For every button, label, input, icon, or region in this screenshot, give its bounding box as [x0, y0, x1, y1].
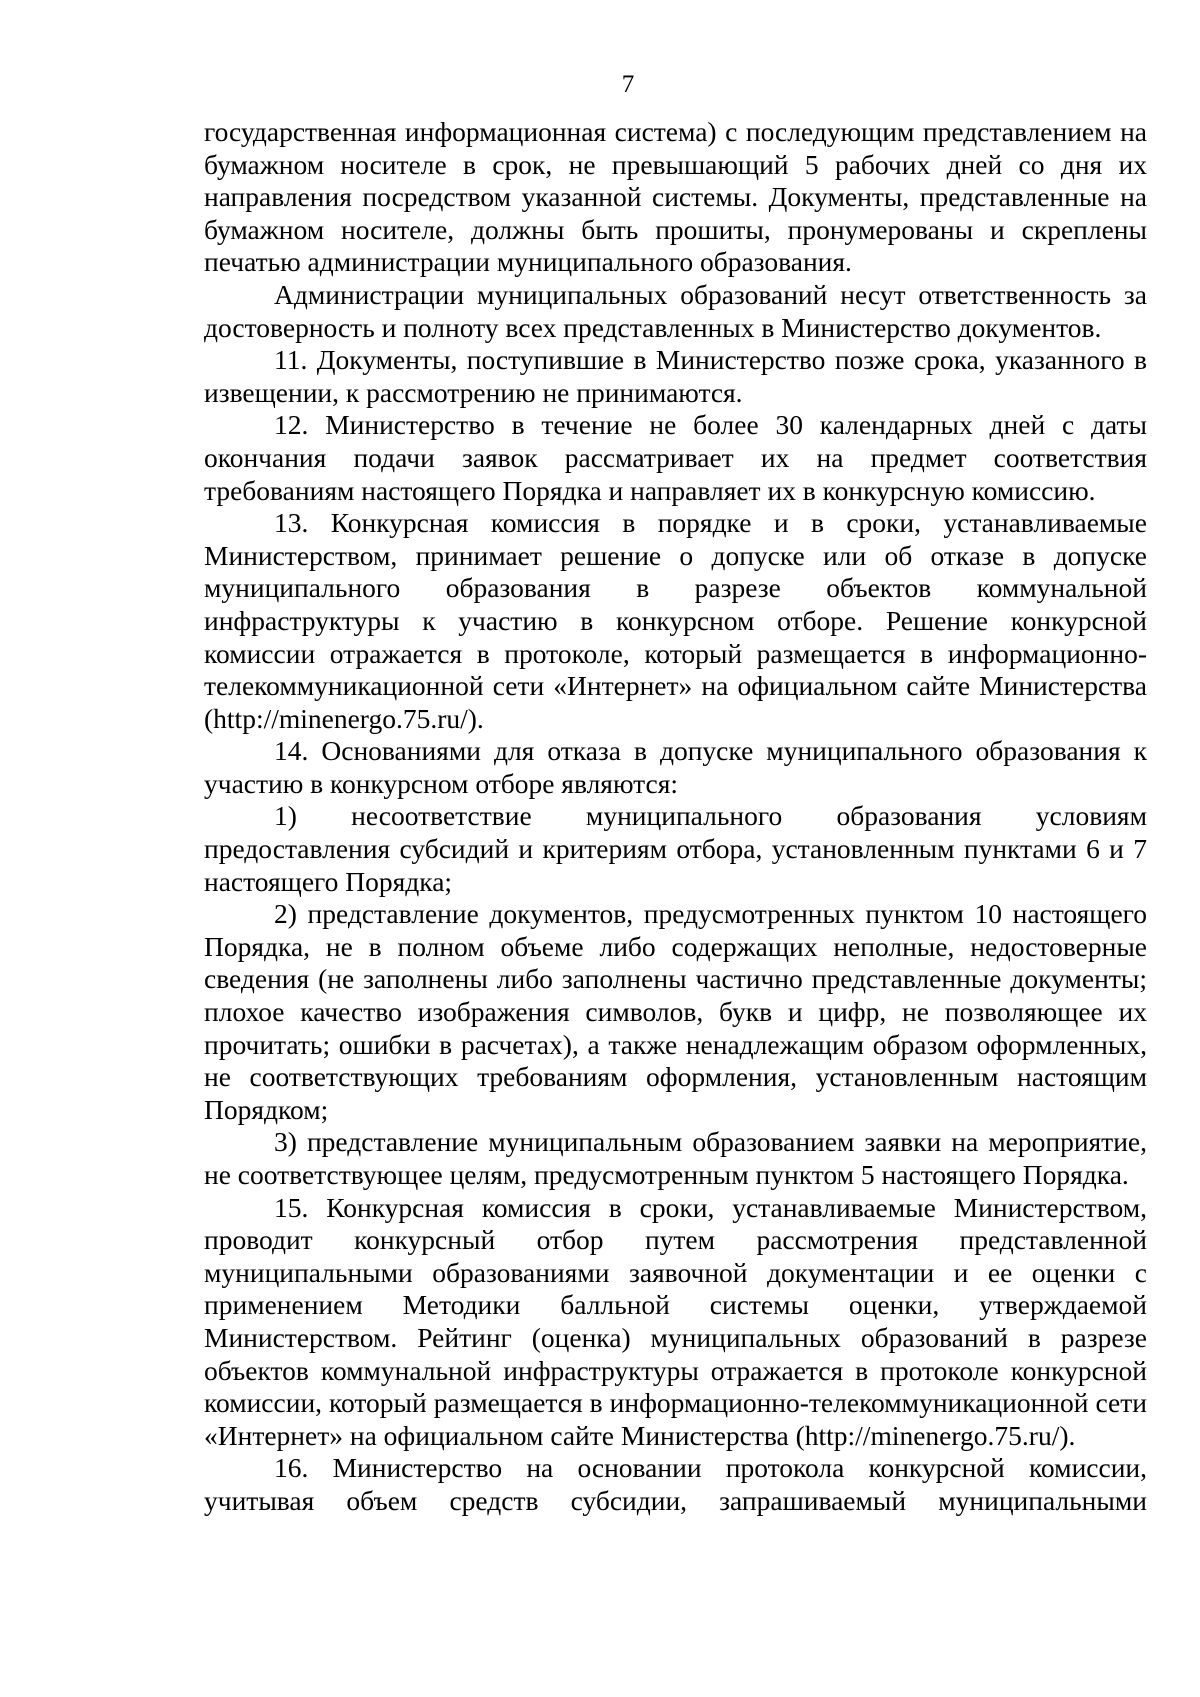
paragraph-item-14-subitem-1: 1) несоответствие муниципального образования условиям предоставления субсидий и критериям отбора, установленным пунктами 6 и 7 настоящего Порядка;: [204, 800, 1147, 897]
paragraph-item-14-subitem-2: 2) представление документов, предусмотренных пунктом 10 настоящего Порядка, не в полном объеме либо содержащих неполные, недостоверные сведения (не заполнены либо заполнены частично представленные документы; плохое качество изображения символов, букв и цифр, не позволяющее их прочитать; ошибки в расчетах), а также ненадлежащим образом оформленных, не соответствующих требованиям оформления, установленным настоящим Порядком;: [204, 898, 1147, 1125]
paragraph-item-12: 12. Министерство в течение не более 30 календарных дней с даты окончания подачи заявок рассматривает их на предмет соответствия требованиям настоящего Порядка и направляет их в конкурсную комиссию.: [204, 409, 1147, 506]
paragraph-item-11: 11. Документы, поступившие в Министерство позже срока, указанного в извещении, к рассмотрению не принимаются.: [204, 344, 1147, 408]
document-body: [204, 116, 1147, 1518]
page-number: 7: [621, 71, 635, 98]
paragraph-item-16: 16. Министерство на основании протокола конкурсной комиссии, учитывая объем средств субсидии, запрашиваемый муниципальными: [204, 1452, 1147, 1516]
paragraph-administration-responsibility: Администрации муниципальных образований несут ответственность за достоверность и полноту всех представленных в Министерство документов.: [204, 278, 1147, 343]
paragraph-item-14: 14. Основаниями для отказа в допуске муниципального образования к участию в конкурсном отборе являются:: [204, 735, 1147, 799]
paragraph-item-13: 13. Конкурсная комиссия в порядке и в сроки, устанавливаемые Министерством, принимает решение о допуске или об отказе в допуске муниципального образования в разрезе объектов коммунальной инфраструктуры к участию в конкурсном отборе. Решение конкурсной комиссии отражается в протоколе, который размещается в информационно-телекоммуникационной сети «Интернет» на официальном сайте Министерства (http://minenergo.75.ru/).: [204, 507, 1147, 734]
paragraph-item-15: 15. Конкурсная комиссия в сроки, устанавливаемые Министерством, проводит конкурсный отбор путем рассмотрения представленной муниципальными образованиями заявочной документации и ее оценки с применением Методики балльной системы оценки, утверждаемой Министерством. Рейтинг (оценка) муниципальных образований в разрезе объектов коммунальной инфраструктуры отражается в протоколе конкурсной комиссии, который размещается в информационно-телекоммуникационной сети «Интернет» на официальном сайте Министерства (http://minenergo.75.ru/).: [204, 1191, 1147, 1451]
paragraph-continuation: государственная информационная система) с последующим представлением на бумажном носителе в срок, не превышающий 5 рабочих дней со дня их направления посредством указанной системы. Документы, представленные на бумажном носителе, должны быть прошиты, пронумерованы и скреплены печатью администрации муниципального образования.: [204, 116, 1147, 278]
paragraph-item-14-subitem-3: 3) представление муниципальным образованием заявки на мероприятие, не соответствующее целям, предусмотренным пунктом 5 настоящего Порядка.: [204, 1126, 1147, 1190]
